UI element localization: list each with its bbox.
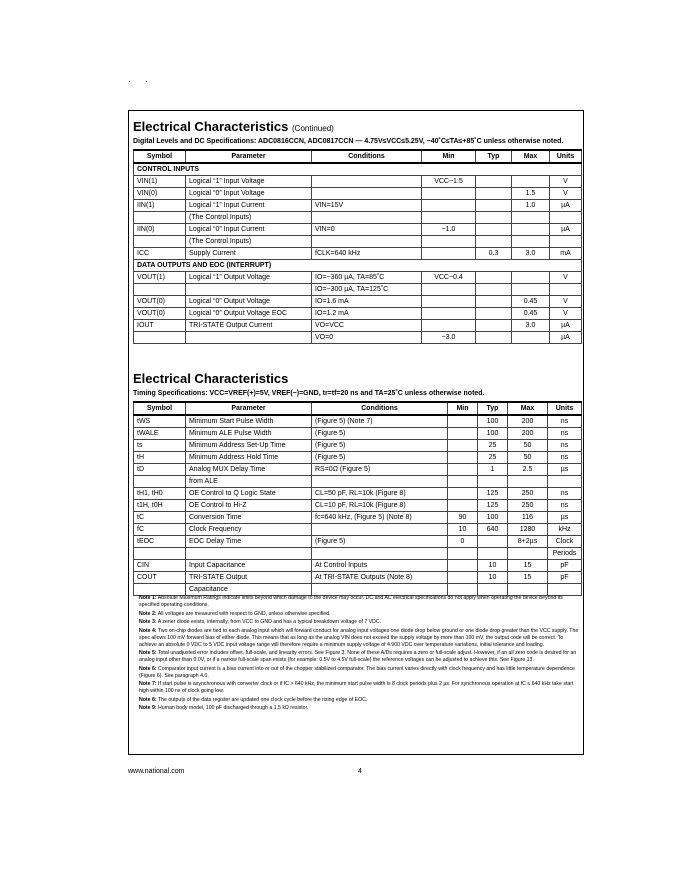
table-row — [134, 224, 582, 236]
table-cell — [550, 212, 582, 224]
table-cell — [312, 584, 448, 596]
table-cell: VIN=0 — [312, 224, 422, 236]
table-cell: 125 — [478, 500, 508, 512]
table-cell — [186, 284, 312, 296]
table-cell: 116 — [508, 512, 548, 524]
table-row — [134, 512, 582, 524]
table-cell: 0.45 — [512, 308, 550, 320]
table-cell: ns — [548, 452, 582, 464]
table-cell — [512, 272, 550, 284]
note-item — [139, 650, 579, 664]
table-row — [134, 536, 582, 548]
table-cell: 2.5 — [508, 464, 548, 476]
table-row — [134, 284, 582, 296]
notes-block — [139, 595, 579, 714]
table-cell: −3.0 — [422, 332, 476, 344]
note-label: Note 3: — [139, 619, 157, 625]
dc-spec: Digital Levels and DC Specifications: ADC0816CCN, ADC0817CCN — 4.75V≤VCC≤5.25V, −40˚C≤TA≤+85˚C unless otherwise noted. — [133, 138, 564, 145]
table-cell: IIN(1) — [134, 200, 186, 212]
page-footer — [128, 768, 584, 775]
table-cell: (Figure 5) — [312, 536, 448, 548]
table-cell: −1.0 — [422, 224, 476, 236]
table-row — [134, 212, 582, 224]
table-row — [134, 188, 582, 200]
dc-col-header: Max — [512, 150, 550, 163]
table-cell — [422, 200, 476, 212]
note-item — [139, 666, 579, 680]
table-cell — [512, 224, 550, 236]
table-cell: TRI-STATE Output Current — [186, 320, 312, 332]
timing-table — [133, 401, 582, 596]
table-cell — [476, 308, 512, 320]
table-cell — [548, 476, 582, 488]
dc-table — [133, 149, 582, 344]
table-cell: Clock — [548, 536, 582, 548]
table-cell — [476, 176, 512, 188]
table-cell — [478, 536, 508, 548]
note-text: Comparator input current is a bias current into or out of the chopper stabilized comparator. The bias current varies directly with clock frequency and has little temperature dependence (Figure 6). See paragraph 4.0. — [139, 665, 575, 679]
table-cell: ns — [548, 415, 582, 428]
table-cell — [422, 320, 476, 332]
table-cell — [134, 548, 186, 560]
table-cell — [422, 296, 476, 308]
table-cell: ICC — [134, 248, 186, 260]
table-cell: µA — [550, 224, 582, 236]
table-cell — [448, 440, 478, 452]
table-row — [134, 428, 582, 440]
table-cell — [548, 584, 582, 596]
timing-col-header: Min — [448, 402, 478, 415]
note-label: Note 9: — [139, 705, 157, 711]
table-cell — [134, 332, 186, 344]
table-cell: fC — [134, 524, 186, 536]
table-cell — [476, 236, 512, 248]
table-cell: IO=−300 µA, TA=125˚C — [312, 284, 422, 296]
table-cell — [312, 236, 422, 248]
table-cell: VCC−0.4 — [422, 272, 476, 284]
note-label: Note 1: — [139, 595, 157, 601]
note-text: Human body model, 100 pF discharged through a 1.5 kΩ resistor. — [158, 705, 309, 711]
dc-title: Electrical Characteristics (Continued) — [133, 119, 334, 134]
table-cell — [476, 212, 512, 224]
table-cell: VIN(0) — [134, 188, 186, 200]
table-cell: Minimum Address Hold Time — [186, 452, 312, 464]
table-row — [134, 296, 582, 308]
table-cell: fc=640 kHz, (Figure 5) (Note 8) — [312, 512, 448, 524]
table-cell: Clock Frequency — [186, 524, 312, 536]
table-cell: VOUT(0) — [134, 308, 186, 320]
note-label: Note 8: — [139, 696, 157, 703]
table-cell: ns — [548, 488, 582, 500]
page-number: 4 — [358, 768, 362, 775]
note-label: Note 5: — [139, 650, 157, 656]
table-cell — [422, 188, 476, 200]
footer-site: www.national.com — [128, 768, 185, 775]
note-text: If start pulse is asynchronous with converter clock or if fC > 640 kHz, the minimum start pulse width is 8 clock periods plus 2 µs. For synchronous operation at fC ≤ 640 kHz take start high within 100 ns of clock going low. — [139, 681, 574, 694]
table-cell: 15 — [508, 572, 548, 584]
table-cell: tWALE — [134, 428, 186, 440]
table-cell: 1 — [478, 464, 508, 476]
table-cell — [476, 332, 512, 344]
table-cell — [508, 548, 548, 560]
table-row — [134, 452, 582, 464]
table-cell: 50 — [508, 440, 548, 452]
table-row — [134, 163, 582, 176]
table-cell — [448, 560, 478, 572]
note-label: Note 6: — [139, 665, 157, 672]
table-cell — [312, 188, 422, 200]
timing-col-header: Units — [548, 402, 582, 415]
table-row — [134, 176, 582, 188]
table-cell — [478, 548, 508, 560]
note-item — [139, 705, 579, 712]
table-cell: IOUT — [134, 320, 186, 332]
dc-col-header: Conditions — [312, 150, 422, 163]
table-cell: Analog MUX Delay Time — [186, 464, 312, 476]
table-cell — [476, 296, 512, 308]
note-text: All voltages are measured with respect to GND, unless otherwise specified. — [157, 610, 331, 617]
table-cell: pF — [548, 560, 582, 572]
note-label: Note 7: — [139, 681, 157, 687]
timing-title: Electrical Characteristics — [133, 371, 289, 386]
table-row — [134, 476, 582, 488]
table-cell — [134, 284, 186, 296]
table-cell: µs — [548, 512, 582, 524]
table-cell: 10 — [478, 572, 508, 584]
table-cell — [476, 320, 512, 332]
page-marks: . . — [128, 74, 154, 84]
table-cell: IO=1.2 mA — [312, 308, 422, 320]
note-item — [139, 628, 579, 649]
table-cell: 125 — [478, 488, 508, 500]
table-cell: (Figure 5) — [312, 452, 448, 464]
dc-header-row — [134, 150, 582, 163]
table-cell: (The Control Inputs) — [186, 212, 312, 224]
table-row — [134, 488, 582, 500]
table-cell — [476, 188, 512, 200]
table-cell: Minimum Address Set-Up Time — [186, 440, 312, 452]
table-row — [134, 548, 582, 560]
table-cell — [448, 476, 478, 488]
table-cell — [448, 464, 478, 476]
table-row — [134, 332, 582, 344]
table-cell: 1.0 — [512, 200, 550, 212]
table-row — [134, 200, 582, 212]
table-cell: tEOC — [134, 536, 186, 548]
table-cell: 0 — [448, 536, 478, 548]
table-cell — [422, 212, 476, 224]
table-row — [134, 464, 582, 476]
table-cell — [512, 176, 550, 188]
table-cell: 100 — [478, 428, 508, 440]
table-cell: pF — [548, 572, 582, 584]
table-row — [134, 572, 582, 584]
table-cell — [312, 176, 422, 188]
table-cell — [508, 476, 548, 488]
datasheet-frame — [128, 110, 584, 755]
table-cell: 10 — [478, 560, 508, 572]
note-item — [139, 697, 579, 704]
table-cell: VO=0 — [312, 332, 422, 344]
timing-col-header: Typ — [478, 402, 508, 415]
table-cell: V — [550, 272, 582, 284]
table-cell: IIN(0) — [134, 224, 186, 236]
table-cell — [448, 488, 478, 500]
table-row — [134, 308, 582, 320]
table-cell: Logical “1” Input Voltage — [186, 176, 312, 188]
table-cell: V — [550, 296, 582, 308]
table-cell — [476, 224, 512, 236]
table-row — [134, 440, 582, 452]
table-cell — [312, 212, 422, 224]
table-cell: Logical “0” Input Voltage — [186, 188, 312, 200]
table-cell: Logical “0” Output Voltage — [186, 296, 312, 308]
table-cell — [512, 212, 550, 224]
table-cell: 3.0 — [512, 320, 550, 332]
table-row — [134, 415, 582, 428]
table-cell: tC — [134, 512, 186, 524]
table-cell: VO=VCC — [312, 320, 422, 332]
table-cell: COUT — [134, 572, 186, 584]
note-text: A zener diode exists, internally, from VCC to GND and has a typical breakdown voltage of 7 VDC. — [157, 619, 382, 625]
table-row — [134, 320, 582, 332]
table-cell — [448, 452, 478, 464]
table-cell — [478, 476, 508, 488]
table-cell: 100 — [478, 415, 508, 428]
table-cell: µA — [550, 200, 582, 212]
table-cell: At TRI-STATE Outputs (Note 8) — [312, 572, 448, 584]
table-cell — [476, 284, 512, 296]
table-cell: 10 — [448, 524, 478, 536]
table-cell: tWS — [134, 415, 186, 428]
table-cell: VOUT(1) — [134, 272, 186, 284]
table-cell: Logical “1” Input Current — [186, 200, 312, 212]
table-row — [134, 236, 582, 248]
table-cell: 100 — [478, 512, 508, 524]
table-cell — [508, 584, 548, 596]
table-cell: Logical “1” Output Voltage — [186, 272, 312, 284]
table-cell — [448, 428, 478, 440]
dc-col-header: Symbol — [134, 150, 186, 163]
table-cell: OE Control to Hi-Z — [186, 500, 312, 512]
dc-col-header: Typ — [476, 150, 512, 163]
table-row — [134, 560, 582, 572]
table-cell: (Figure 5) — [312, 428, 448, 440]
table-cell: Minimum ALE Pulse Width — [186, 428, 312, 440]
table-cell: mA — [550, 248, 582, 260]
note-label: Note 2: — [139, 610, 157, 617]
table-cell: 50 — [508, 452, 548, 464]
table-cell: Logical “0” Output Voltage EOC — [186, 308, 312, 320]
table-cell: 25 — [478, 452, 508, 464]
table-cell — [312, 548, 448, 560]
table-cell: Logical “0” Input Current — [186, 224, 312, 236]
note-item — [139, 619, 579, 626]
table-cell: 8+2µs — [508, 536, 548, 548]
table-cell: t1H, t0H — [134, 500, 186, 512]
table-cell: TRI-STATE Output — [186, 572, 312, 584]
table-cell — [512, 236, 550, 248]
table-cell: µA — [550, 320, 582, 332]
category-row-label: CONTROL INPUTS — [134, 163, 582, 176]
table-cell — [448, 584, 478, 596]
table-cell — [448, 500, 478, 512]
table-cell: 200 — [508, 428, 548, 440]
table-cell — [134, 476, 186, 488]
table-cell: (The Control Inputs) — [186, 236, 312, 248]
table-cell: Capacitance — [186, 584, 312, 596]
table-cell: Supply Current — [186, 248, 312, 260]
table-cell: VIN=15V — [312, 200, 422, 212]
table-cell — [448, 548, 478, 560]
table-row — [134, 500, 582, 512]
table-cell — [512, 284, 550, 296]
note-text: The outputs of the data register are updated one clock cycle before the rising edge of EOC. — [157, 696, 368, 703]
table-cell: At Control Inputs — [312, 560, 448, 572]
table-cell — [550, 236, 582, 248]
note-item — [139, 611, 579, 618]
table-cell: (Figure 5) — [312, 440, 448, 452]
table-cell: tH1, tH0 — [134, 488, 186, 500]
table-cell: Input Capacitance — [186, 560, 312, 572]
note-text: Absolute Maximum Ratings indicate limits beyond which damage to the device may occur. DC and AC electrical specifications do not apply when operating the device beyond its specified operating conditions. — [139, 595, 563, 608]
table-cell — [422, 308, 476, 320]
table-cell: ns — [548, 440, 582, 452]
table-cell: RS=0Ω (Figure 5) — [312, 464, 448, 476]
table-cell: from ALE — [186, 476, 312, 488]
table-cell — [550, 284, 582, 296]
table-cell — [476, 272, 512, 284]
table-cell — [312, 476, 448, 488]
note-item — [139, 681, 579, 695]
table-cell: EOC Delay Time — [186, 536, 312, 548]
timing-spec: Timing Specifications: VCC=VREF(+)=5V, VREF(−)=GND, tr=tf=20 ns and TA=25˚C unless otherwise noted. — [133, 390, 485, 397]
table-cell: 25 — [478, 440, 508, 452]
table-cell: V — [550, 308, 582, 320]
note-item — [139, 595, 579, 609]
table-cell: Conversion Time — [186, 512, 312, 524]
table-cell: IO=1.6 mA — [312, 296, 422, 308]
timing-col-header: Symbol — [134, 402, 186, 415]
table-cell: 250 — [508, 500, 548, 512]
timing-header-row — [134, 402, 582, 415]
table-cell: tD — [134, 464, 186, 476]
table-cell: 640 — [478, 524, 508, 536]
table-cell: CL=10 pF, RL=10k (Figure 8) — [312, 500, 448, 512]
table-row — [134, 260, 582, 272]
table-cell — [134, 584, 186, 596]
table-cell — [134, 212, 186, 224]
table-cell: 1.5 — [512, 188, 550, 200]
table-cell — [448, 415, 478, 428]
table-cell: VCC−1.5 — [422, 176, 476, 188]
table-cell: Periods — [548, 548, 582, 560]
table-cell — [422, 248, 476, 260]
note-text: Two on-chip diodes are tied to each analog input which will forward conduct for analog input voltages one diode drop below ground or one diode drop greater than the VCC supply. The spec allows 100 mV forward bias of either diode. This means that as long as the analog VIN does not exceed the supply voltage by more than 100 mV, the output code will be correct. To achieve an absolute 0 VDC to 5 VDC input voltage range will therefore require a minimum supply voltage of 4.900 VDC over temperature variations, initial tolerance and loading. — [139, 627, 579, 648]
table-cell — [476, 200, 512, 212]
table-cell: OE Control to Q Logic State — [186, 488, 312, 500]
table-cell — [186, 548, 312, 560]
table-cell: 90 — [448, 512, 478, 524]
timing-col-header: Parameter — [186, 402, 312, 415]
table-cell: CIN — [134, 560, 186, 572]
table-row — [134, 272, 582, 284]
table-cell: ns — [548, 428, 582, 440]
table-row — [134, 524, 582, 536]
table-cell: 200 — [508, 415, 548, 428]
table-row — [134, 248, 582, 260]
timing-section — [133, 371, 581, 596]
table-cell: kHz — [548, 524, 582, 536]
table-cell — [512, 332, 550, 344]
table-row — [134, 584, 582, 596]
table-cell: VIN(1) — [134, 176, 186, 188]
category-row-label: DATA OUTPUTS AND EOC (INTERRUPT) — [134, 260, 582, 272]
note-text: Total unadjusted error includes offset, full-scale, and linearity errors. See Figure 3. None of these A/Ds requires a zero or full-scale adjust. However, if an all zero code is desired for an analog input other than 0.0V, or if a narrow full-scale span exists (for example: 0.5V to 4.5V full-scale) the reference voltages can be adjusted to achieve this. See Figure 13. — [139, 650, 577, 663]
table-cell: VOUT(0) — [134, 296, 186, 308]
table-cell: 0.3 — [476, 248, 512, 260]
table-cell: µA — [550, 332, 582, 344]
note-label: Note 4: — [139, 627, 157, 634]
table-cell: V — [550, 176, 582, 188]
table-cell — [422, 284, 476, 296]
table-cell: (Figure 5) (Note 7) — [312, 415, 448, 428]
table-cell — [134, 236, 186, 248]
table-cell: 1280 — [508, 524, 548, 536]
dc-col-header: Parameter — [186, 150, 312, 163]
timing-col-header: Conditions — [312, 402, 448, 415]
table-cell: ts — [134, 440, 186, 452]
table-cell — [186, 332, 312, 344]
table-cell — [478, 584, 508, 596]
table-cell — [422, 236, 476, 248]
table-cell — [448, 572, 478, 584]
table-cell: 250 — [508, 488, 548, 500]
table-cell: µs — [548, 464, 582, 476]
table-cell: IO=−360 µA, TA=85˚C — [312, 272, 422, 284]
table-cell: fCLK=640 kHz — [312, 248, 422, 260]
table-cell: CL=50 pF, RL=10k (Figure 8) — [312, 488, 448, 500]
table-cell: V — [550, 188, 582, 200]
timing-col-header: Max — [508, 402, 548, 415]
dc-col-header: Min — [422, 150, 476, 163]
table-cell: 3.0 — [512, 248, 550, 260]
table-cell: Minimum Start Pulse Width — [186, 415, 312, 428]
table-cell: tH — [134, 452, 186, 464]
table-cell: 15 — [508, 560, 548, 572]
table-cell: 0.45 — [512, 296, 550, 308]
table-cell: ns — [548, 500, 582, 512]
dc-col-header: Units — [550, 150, 582, 163]
dc-section — [133, 119, 581, 344]
table-cell — [312, 524, 448, 536]
